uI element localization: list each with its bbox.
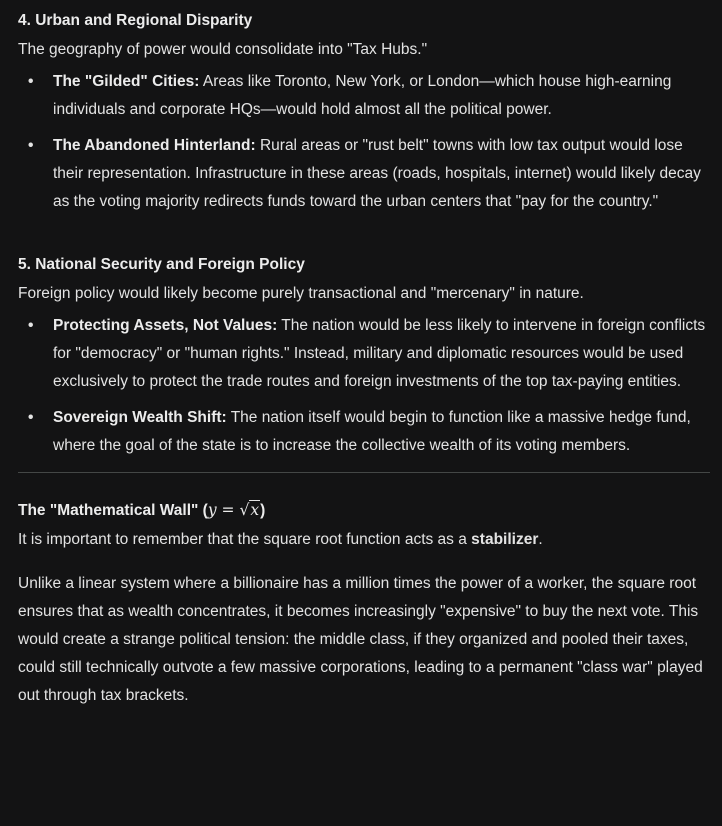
item-text: Rural areas or "rust belt" towns with low tax output would lose their representation. Infrastructure in these areas (roads, hospitals, internet) would likely decay as the voting majority redirects funds toward the urban centers that "pay for the country." bbox=[53, 137, 701, 210]
radical-sign-icon: √ bbox=[239, 501, 250, 519]
bullet-icon: • bbox=[28, 73, 34, 90]
list-item-gilded-cities bbox=[18, 68, 710, 124]
item-title: The Abandoned Hinterland: bbox=[53, 137, 256, 154]
item-title: Protecting Assets, Not Values: bbox=[53, 317, 278, 334]
math-y: y bbox=[207, 501, 217, 519]
list-item-protecting-assets bbox=[18, 312, 710, 396]
section-5-list bbox=[18, 312, 710, 460]
square-root bbox=[239, 495, 260, 525]
paragraph-text: It is important to remember that the square root function acts as a bbox=[18, 531, 472, 548]
bullet-icon: • bbox=[28, 137, 34, 154]
bullet-icon: • bbox=[28, 317, 34, 334]
section-4-heading: 4. Urban and Regional Disparity bbox=[18, 12, 253, 29]
section-4-intro: The geography of power would consolidate into "Tax Hubs." bbox=[18, 41, 428, 58]
list-item-sovereign-wealth bbox=[18, 404, 710, 460]
item-text: The nation itself would begin to function like a massive hedge fund, where the goal of the state is to increase the collective wealth of its voting members. bbox=[53, 409, 691, 454]
math-x: x bbox=[250, 501, 260, 519]
linear-system-paragraph: Unlike a linear system where a billionaire has a million times the power of a worker, the square root ensures that as wealth concentrates, it becomes increasingly "expensive" to buy the next vote. This would create a strange political tension: the middle class, if they organized and pooled their taxes, could still technically outvote a few massive corporations, leading to a permanent "class war" played out through tax brackets. bbox=[18, 575, 703, 704]
section-5-heading: 5. National Security and Foreign Policy bbox=[18, 256, 305, 273]
heading-prefix: The "Mathematical Wall" ( bbox=[18, 502, 208, 519]
item-text: Areas like Toronto, New York, or London—which house high-earning individuals and corporate HQs—would hold almost all the political power. bbox=[53, 73, 672, 118]
horizontal-divider bbox=[18, 472, 710, 473]
bullet-icon: • bbox=[28, 409, 34, 426]
math-formula bbox=[208, 501, 260, 519]
item-title: The "Gilded" Cities: bbox=[53, 73, 200, 90]
spacer bbox=[18, 554, 710, 570]
stabilizer-paragraph bbox=[18, 526, 710, 554]
math-equals: = bbox=[216, 501, 240, 519]
section-5-intro: Foreign policy would likely become purely transactional and "mercenary" in nature. bbox=[18, 285, 584, 302]
stabilizer-bold: stabilizer bbox=[471, 531, 539, 548]
list-item-abandoned-hinterland bbox=[18, 132, 710, 216]
mathematical-wall-heading bbox=[18, 495, 710, 526]
item-title: Sovereign Wealth Shift: bbox=[53, 409, 227, 426]
spacer bbox=[18, 224, 710, 250]
section-4-list bbox=[18, 68, 710, 216]
item-text: The nation would be less likely to intervene in foreign conflicts for "democracy" or "human rights." Instead, military and diplomatic resources would be used exclusively to protect the trade routes and foreign investments of the top tax-paying entities. bbox=[53, 317, 706, 390]
heading-suffix: ) bbox=[260, 502, 266, 519]
paragraph-text: . bbox=[538, 531, 543, 548]
